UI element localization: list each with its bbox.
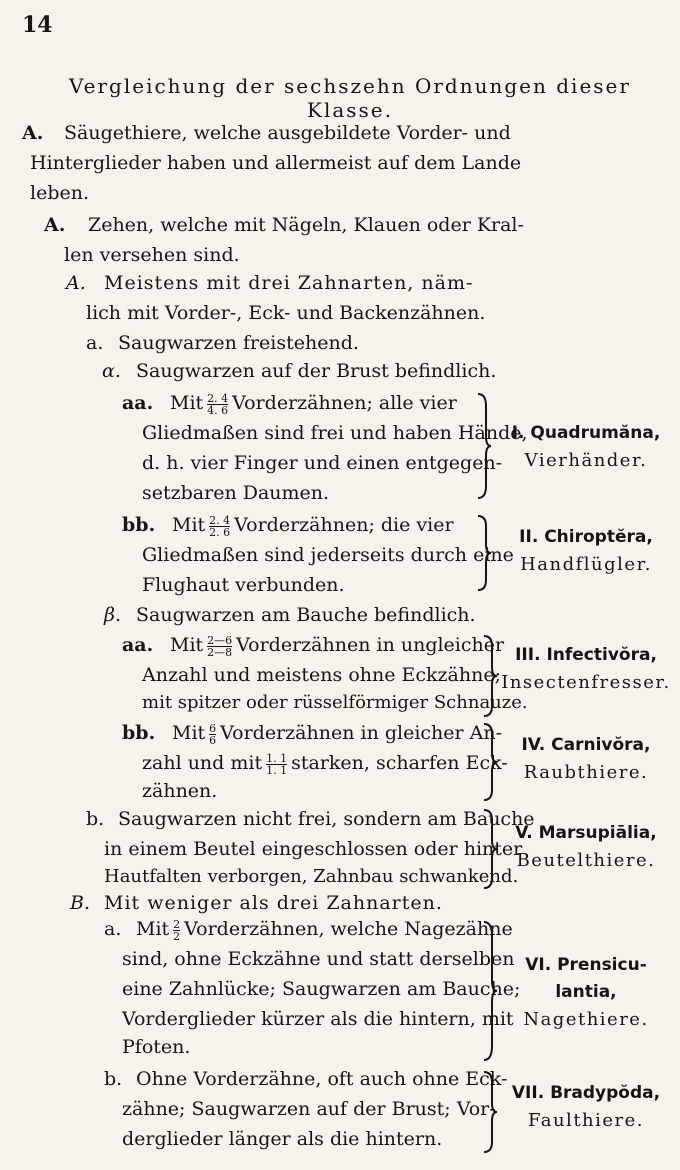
text-line (172, 512, 454, 538)
fraction-bottom: 2 (173, 929, 181, 943)
section-label: A. (66, 272, 86, 294)
page-number: 14 (22, 12, 53, 38)
order-entry (492, 732, 680, 786)
section-label: aa. (122, 392, 154, 414)
fraction-bottom: 6 (209, 733, 217, 747)
text-line: sind, ohne Eckzähne und statt derselben (122, 948, 515, 970)
order-latin-name: I. Quadrumăna, (511, 423, 661, 443)
text: Mit (172, 514, 206, 536)
text-line: Saugwarzen am Bauche befindlich. (136, 604, 476, 626)
section-label: A. (44, 214, 66, 236)
section-label: a. (86, 332, 104, 354)
text-line: leben. (30, 182, 90, 204)
page-title: Vergleichung der sechszehn Ordnungen dieser Klasse. (69, 74, 631, 122)
text-line: mit spitzer oder rüsselförmiger Schnauze. (142, 692, 528, 713)
order-latin-name: VI. Prensicu- (525, 955, 647, 975)
fraction-bottom: 1. 1 (266, 763, 288, 777)
order-latin-name: II. Chiroptĕra, (519, 527, 653, 547)
text: Mit (136, 918, 170, 940)
fraction-bottom: 4. 6 (207, 403, 229, 417)
order-german-name: Insectenfresser. (501, 672, 671, 693)
fraction-top: 2—6 (207, 633, 233, 647)
text-line: Ohne Vorderzähne, oft auch ohne Eck- (136, 1068, 508, 1090)
text-line: Saugwarzen auf der Brust befindlich. (136, 360, 497, 382)
order-german-name: Faulthiere. (527, 1110, 645, 1131)
fraction (266, 753, 287, 776)
text-line: Anzahl und meistens ohne Eckzähne; (142, 664, 501, 686)
text-line: Flughaut verbunden. (142, 574, 345, 596)
text-line: Meistens mit drei Zahnarten, näm- (104, 272, 474, 294)
text-line: len versehen sind. (64, 244, 240, 266)
section-label: α. (102, 360, 121, 382)
text-line: setzbaren Daumen. (142, 482, 330, 504)
text-line: in einem Beutel eingeschlossen oder hinter (104, 838, 523, 860)
section-label: bb. (122, 722, 156, 744)
text-line (136, 916, 513, 942)
text: starken, scharfen Eck- (291, 752, 508, 774)
text-line: Saugwarzen nicht frei, sondern am Bauche (118, 808, 535, 830)
order-entry (492, 1080, 680, 1134)
section-label: bb. (122, 514, 156, 536)
text-line (142, 750, 508, 776)
fraction-top: 2 (173, 917, 181, 931)
text-line: zähnen. (142, 780, 218, 802)
section-label: A. (22, 122, 44, 144)
text: Mit (170, 634, 204, 656)
text-line: Hautfalten verborgen, Zahnbau schwankend. (104, 866, 519, 887)
text: Vorderzähnen in ungleicher (236, 634, 505, 656)
fraction-bottom: 2—8 (207, 645, 233, 659)
section-label: b. (104, 1068, 123, 1090)
order-latin-name: lantia, (555, 982, 617, 1002)
text: Vorderzähnen in gleicher An- (220, 722, 503, 744)
text-line (172, 720, 502, 746)
text-line: d. h. vier Finger und einen entgegen- (142, 452, 503, 474)
text-line: Mit weniger als drei Zahnarten. (104, 892, 443, 914)
text-line: zähne; Saugwarzen auf der Brust; Vor- (122, 1098, 496, 1120)
section-label: β. (104, 604, 122, 626)
text-line (170, 632, 504, 658)
order-latin-name: VII. Bradypŏda, (511, 1083, 661, 1103)
brace-icon (476, 514, 492, 592)
text-line: Säugethiere, welche ausgebildete Vorder- und (64, 122, 511, 144)
text-line: Pfoten. (122, 1036, 191, 1058)
section-label: a. (104, 918, 122, 940)
text: Mit (172, 722, 206, 744)
text-line: derglieder länger als die hintern. (122, 1128, 443, 1150)
section-label: B. (70, 892, 91, 914)
order-entry (492, 952, 680, 1033)
fraction-top: 6 (209, 721, 217, 735)
fraction (209, 723, 216, 746)
fraction-top: 2. 4 (207, 391, 229, 405)
order-german-name: Raubthiere. (523, 762, 649, 783)
text-line: Vorderglieder kürzer als die hintern, mit (122, 1008, 514, 1030)
text-line: Gliedmaßen sind jederseits durch eine (142, 544, 514, 566)
order-entry (492, 420, 680, 474)
order-entry (492, 524, 680, 578)
fraction (207, 393, 228, 416)
brace-icon (476, 392, 492, 500)
text: Vorderzähnen; alle vier (232, 392, 457, 414)
text-line: Zehen, welche mit Nägeln, Klauen oder Kral- (88, 214, 524, 236)
order-latin-name: V. Marsupiālia, (515, 823, 657, 843)
text: zahl und mit (142, 752, 263, 774)
text: Mit (170, 392, 204, 414)
order-german-name: Handflügler. (520, 554, 652, 575)
order-german-name: Beutelthiere. (516, 850, 656, 871)
fraction (173, 919, 180, 942)
text-line (170, 390, 457, 416)
section-label: aa. (122, 634, 154, 656)
text: Vorderzähnen, welche Nagezähne (184, 918, 513, 940)
text: Vorderzähnen; die vier (234, 514, 454, 536)
order-entry (492, 820, 680, 874)
text-line: Hinterglieder haben und allermeist auf dem Lande (30, 152, 522, 174)
text-line: Gliedmaßen sind frei und haben Hände, (142, 422, 528, 444)
text-line: Saugwarzen freistehend. (118, 332, 359, 354)
fraction-top: 2. 4 (209, 513, 231, 527)
fraction (209, 515, 230, 538)
order-german-name: Vierhänder. (524, 450, 648, 471)
order-german-name: Nagethiere. (523, 1009, 649, 1030)
order-entry (492, 642, 680, 696)
fraction-bottom: 2. 6 (209, 525, 231, 539)
fraction-top: 1. 1 (266, 751, 288, 765)
order-latin-name: III. Infectivŏra, (515, 645, 657, 665)
text-line: lich mit Vorder-, Eck- und Backenzähnen. (86, 302, 486, 324)
order-latin-name: IV. Carnivŏra, (521, 735, 651, 755)
text-line: eine Zahnlücke; Saugwarzen am Bauche; (122, 978, 521, 1000)
section-label: b. (86, 808, 105, 830)
fraction (207, 635, 232, 658)
